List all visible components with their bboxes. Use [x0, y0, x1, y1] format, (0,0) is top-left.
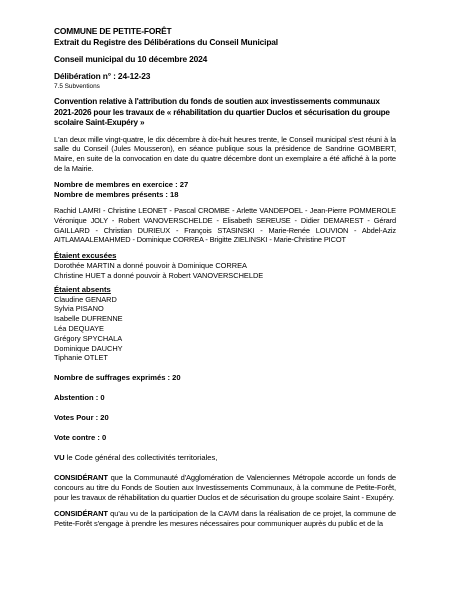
deliberation-number: Délibération n° : 24-12-23: [54, 71, 151, 81]
considerant-keyword: CONSIDÉRANT: [54, 473, 108, 483]
vu-keyword: VU: [54, 453, 65, 463]
absent-name: Tiphanie OTLET: [54, 353, 108, 363]
members-in-office: Nombre de membres en exercice : 27: [54, 180, 189, 190]
excused-line: Christine HUET a donné pouvoir à Robert VANOVERSCHELDE: [54, 270, 264, 280]
commune-name: COMMUNE DE PETITE-FORÊT: [54, 26, 172, 36]
considerant-text: que la Communauté d'Agglomération de Valenciennes Métropole accorde un fonds de concours au titre du Fonds de Soutien aux Investissements Communaux, à la commune de Petite-Forêt, pour les travaux de réhabilitation du quartier Duclos et de sécurisation du groupe scolaire Saint - Exupéry.: [54, 473, 396, 502]
votes-expressed: Nombre de suffrages exprimés : 20: [54, 373, 181, 383]
council-date: Conseil municipal du 10 décembre 2024: [54, 54, 208, 64]
votes-against: Vote contre : 0: [54, 433, 107, 443]
absent-name: Dominique DAUCHY: [54, 343, 123, 353]
votes-abstention: Abstention : 0: [54, 393, 105, 403]
vu-text: le Code général des collectivités territoriales,: [64, 453, 218, 463]
absent-name: Grégory SPYCHALA: [54, 333, 123, 343]
considerant-text: qu'au vu de la participation de la CAVM dans la réalisation de ce projet, la commune de Petite-Forêt s'engage à prendre les mesures nécessaires pour communiquer auprès du public et de la: [54, 508, 396, 528]
members-present-list: Rachid LAMRI - Christine LEONET - Pascal CROMBE - Arlette VANDEPOEL - Jean-Pierre POMMEROLE Véronique JOLY - Robert VANOVERSCHELDE - Elisabeth SEREUSE - Didier DEMAREST - Gérard GAILLARD - Christian DURIEUX - François STASINSKI - Marie-Renée LOUVION - Abdel-Aziz AITLAMAALEMAHMED - Dominique CORREA - Brigitte ZIELINSKI - Marie-Christine PICOT: [54, 206, 396, 245]
absent-name: Sylvia PISANO: [54, 304, 104, 314]
absent-title: Étaient absents: [54, 284, 111, 294]
registry-title: Extrait du Registre des Délibérations du Conseil Municipal: [54, 37, 278, 47]
excused-title: Étaient excusées: [54, 250, 117, 260]
vu-clause: [54, 453, 396, 463]
members-present-count: Nombre de membres présents : 18: [54, 190, 179, 200]
absent-name: Isabelle DUFRENNE: [54, 314, 123, 324]
deliberation-subject: Convention relative à l'attribution du fonds de soutien aux investissements communaux 2021-2026 pour les travaux de « réhabilitation du quartier Duclos et sécurisation du groupe scolaire Saint-Exupéry »: [54, 97, 390, 127]
absent-name: Claudine GENARD: [54, 294, 117, 304]
excused-line: Dorothée MARTIN a donné pouvoir à Dominique CORREA: [54, 260, 247, 270]
considerant-keyword: CONSIDÉRANT: [54, 508, 108, 518]
session-intro: L'an deux mille vingt-quatre, le dix décembre à dix-huit heures trente, le Conseil municipal s'est réuni à la salle du Conseil (Jules Mousseron), en séance publique sous la présidence de Sandrine GOMBERT, Maire, en suite de la convocation en date du quatre décembre dont un exemplaire a été affiché à la porte de la Mairie.: [54, 134, 396, 174]
absent-name: Léa DEQUAYE: [54, 323, 104, 333]
considerant-clause-2: [54, 509, 396, 529]
votes-for: Votes Pour : 20: [54, 413, 109, 423]
deliberation-category: 7.5 Subventions: [54, 83, 100, 90]
considerant-clause-1: [54, 473, 396, 503]
